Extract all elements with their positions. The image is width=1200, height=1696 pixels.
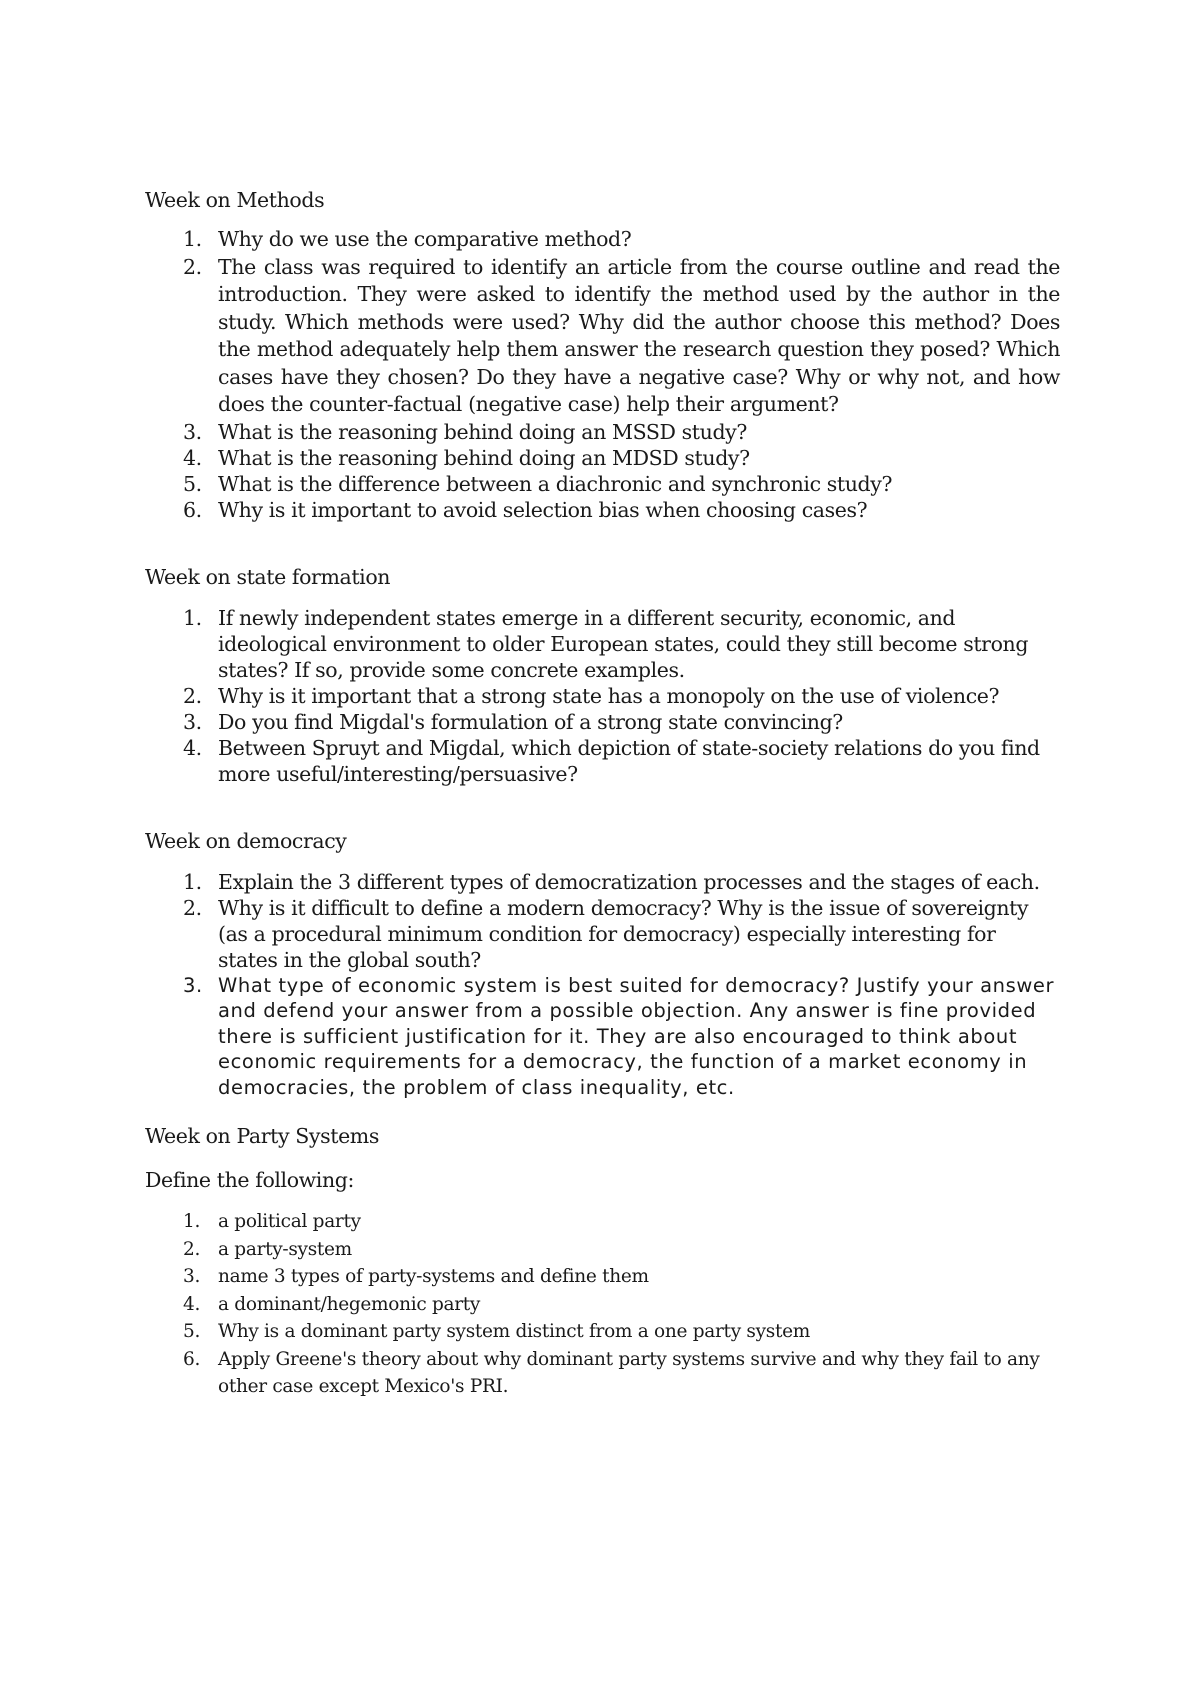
section-heading-party-systems: Week on Party Systems	[145, 1124, 379, 1148]
item-text: The class was required to identify an article from the course outline and read the introduction. They were asked to identify the method used by the author in the study. Which methods were used? Why did the author choose this method? Does the method adequately help them answer the research question they posed? Which cases have they chosen? Do they have a negative case? Why or why not, and how does the counter-factual (negative case) help their argument?	[218, 254, 1060, 416]
item-text: Why do we use the comparative method?	[218, 227, 632, 251]
item-number: 4.	[183, 445, 202, 470]
item-number: 3.	[183, 973, 203, 997]
list-item	[145, 895, 1060, 973]
list-item	[145, 497, 1060, 523]
section-heading-democracy: Week on democracy	[145, 828, 347, 853]
document-page	[145, 186, 1060, 1401]
item-text: If newly independent states emerge in a different security, economic, and ideological environment to older European states, could they still become strong states? If so, provide some concrete examples.	[218, 605, 1029, 682]
item-number: 2.	[183, 895, 202, 920]
item-number: 2.	[183, 1238, 201, 1260]
item-text: What type of economic system is best suited for democracy? Justify your answer and defend your answer from a possible objection. Any answer is fine provided there is sufficient justification for it. They are also encouraged to think about economic requirements for a democracy, the function of a market economy in democracies, the problem of class inequality, etc.	[218, 973, 1055, 1099]
item-text: Do you find Migdal's formulation of a strong state convincing?	[218, 709, 843, 734]
item-number: 4.	[183, 1293, 201, 1315]
item-text: Why is it important to avoid selection bias when choosing cases?	[218, 497, 868, 522]
item-text: What is the reasoning behind doing an MSSD study?	[218, 419, 747, 444]
democracy-question-list	[145, 869, 1060, 1101]
item-number: 3.	[183, 419, 202, 444]
item-number: 5.	[183, 1321, 201, 1342]
item-number: 5.	[183, 471, 202, 496]
item-text: What is the reasoning behind doing an MDSD study?	[218, 445, 750, 470]
item-number: 4.	[183, 735, 202, 760]
list-item	[145, 973, 1060, 1101]
item-text: Why is a dominant party system distinct from a one party system	[218, 1321, 810, 1342]
item-number: 1.	[183, 869, 202, 894]
item-text: a political party	[218, 1211, 361, 1232]
list-item	[145, 419, 1060, 445]
item-text: Why is it difficult to define a modern democracy? Why is the issue of sovereignty (as a procedural minimum condition for democracy) especially interesting for states in the global south?	[218, 895, 1029, 972]
item-text: Apply Greene's theory about why dominant party systems survive and why they fail to any other case except Mexico's PRI.	[218, 1348, 1040, 1397]
list-item	[145, 869, 1060, 895]
list-item	[145, 1318, 1060, 1346]
list-item	[145, 735, 1060, 787]
item-number: 2.	[183, 254, 202, 279]
item-text: Between Spruyt and Migdal, which depiction of state-society relations do you find more useful/interesting/persuasive?	[218, 735, 1040, 786]
section-heading-methods: Week on Methods	[145, 188, 325, 212]
item-number: 1.	[183, 1211, 201, 1232]
item-text: What is the difference between a diachronic and synchronic study?	[218, 471, 893, 496]
list-item	[145, 226, 1060, 254]
list-item	[145, 605, 1060, 683]
list-item	[145, 254, 1060, 419]
list-item	[145, 709, 1060, 735]
item-number: 6.	[183, 1348, 201, 1370]
list-item	[145, 471, 1060, 497]
item-number: 1.	[183, 605, 202, 630]
item-number: 6.	[183, 497, 202, 522]
list-item	[145, 1291, 1060, 1319]
list-item	[145, 1236, 1060, 1264]
list-item	[145, 683, 1060, 709]
item-text: name 3 types of party-systems and define them	[218, 1266, 649, 1287]
item-text: Why is it important that a strong state has a monopoly on the use of violence?	[218, 683, 1000, 708]
methods-question-list	[145, 226, 1060, 523]
item-number: 2.	[183, 683, 202, 708]
list-item	[145, 1346, 1060, 1401]
party-systems-intro: Define the following:	[145, 1168, 354, 1192]
item-number: 3.	[183, 709, 202, 734]
item-text: a party-system	[218, 1238, 352, 1260]
item-number: 1.	[183, 227, 202, 251]
list-item	[145, 445, 1060, 471]
item-text: Explain the 3 different types of democratization processes and the stages of each.	[218, 869, 1040, 894]
section-heading-state-formation: Week on state formation	[145, 564, 391, 589]
list-item	[145, 1263, 1060, 1291]
list-item	[145, 1208, 1060, 1236]
state-formation-question-list	[145, 605, 1060, 787]
item-number: 3.	[183, 1266, 201, 1287]
party-systems-question-list	[145, 1208, 1060, 1401]
item-text: a dominant/hegemonic party	[218, 1293, 481, 1315]
